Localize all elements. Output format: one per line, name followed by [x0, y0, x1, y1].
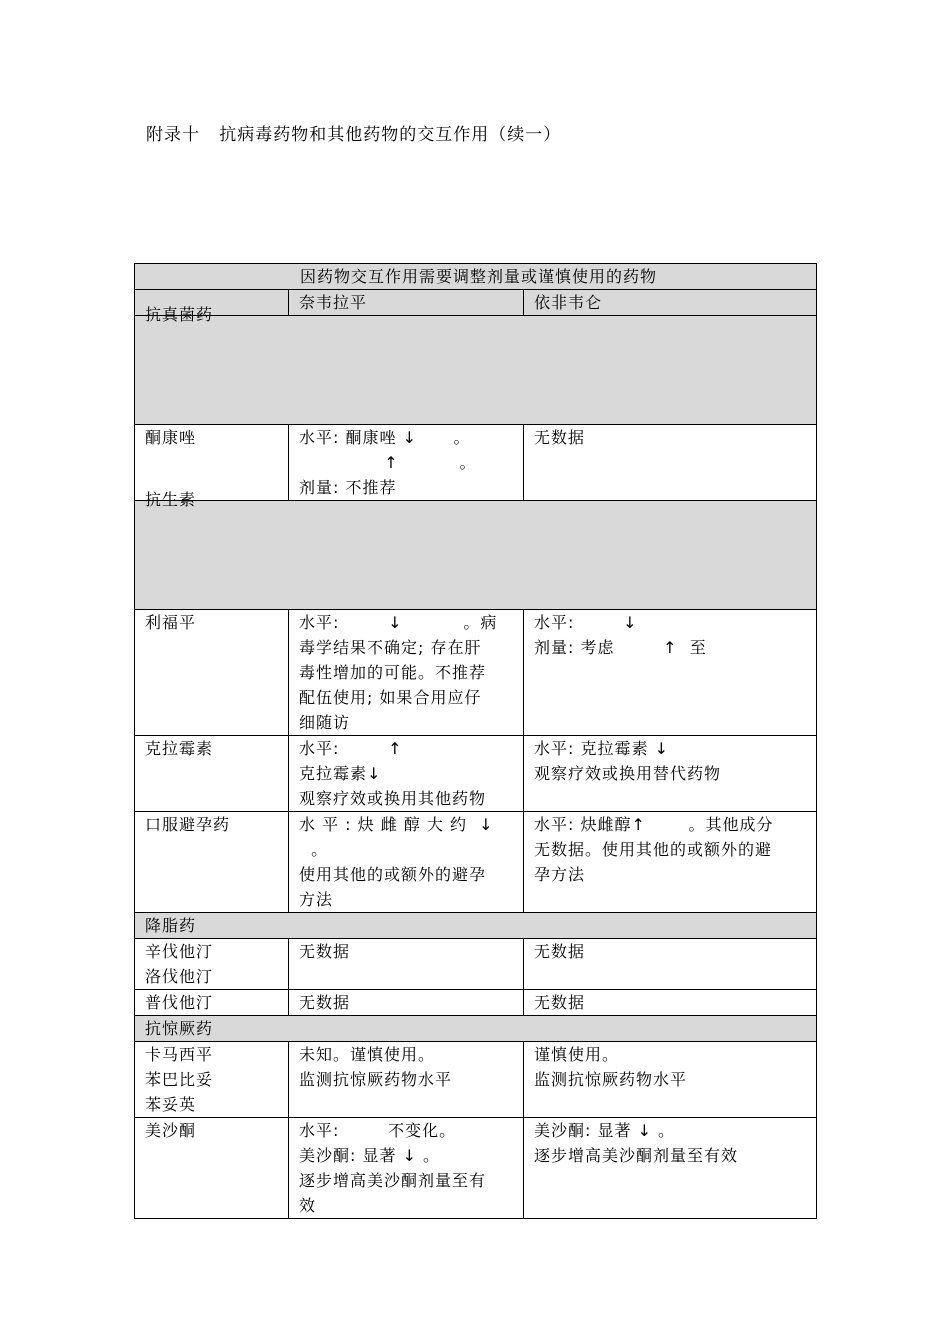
cell-line: ↑ 。	[299, 453, 477, 472]
efavirenz-cell	[524, 939, 817, 990]
table-caption: 因药物交互作用需要调整剂量或谨慎使用的药物	[135, 264, 817, 290]
table-row	[135, 736, 817, 812]
nevirapine-cell	[289, 812, 524, 913]
cell-line: 无数据	[299, 993, 351, 1012]
cell-line: 监测抗惊厥药物水平	[299, 1070, 453, 1089]
section-title: 抗生素	[145, 490, 197, 509]
cell-line: 谨慎使用。	[534, 1045, 620, 1064]
nevirapine-cell	[289, 1042, 524, 1118]
drug-cell	[135, 610, 289, 736]
drug-name: 克拉霉素	[145, 739, 214, 758]
cell-line: 水平: 炔雌醇↑ 。其他成分	[534, 815, 774, 834]
section-title: 抗惊厥药	[135, 1016, 817, 1042]
cell-line: 水平: ↓ 。病	[299, 613, 498, 632]
cell-line: 毒学结果不确定; 存在肝	[299, 638, 482, 657]
drug-name: 利福平	[145, 613, 197, 632]
efavirenz-cell	[524, 610, 817, 736]
cell-line: 逐步增高美沙酮剂量至有	[299, 1171, 487, 1190]
cell-line: 水平: 克拉霉素 ↓	[534, 739, 669, 758]
efavirenz-cell	[524, 425, 817, 501]
drug-cell	[135, 736, 289, 812]
table-caption-row	[135, 264, 817, 290]
table-row	[135, 1042, 817, 1118]
cell-line: 未知。谨慎使用。	[299, 1045, 436, 1064]
cell-line: 配伍使用; 如果合用应仔	[299, 688, 482, 707]
nevirapine-cell	[289, 425, 524, 501]
section-row	[135, 501, 817, 610]
drug-cell	[135, 939, 289, 990]
table-row	[135, 610, 817, 736]
drug-interaction-table	[134, 263, 817, 1219]
efavirenz-cell	[524, 1118, 817, 1219]
cell-line: 无数据。使用其他的或额外的避	[534, 840, 773, 859]
efavirenz-cell	[524, 1042, 817, 1118]
column-header-efavirenz: 依非韦仑	[524, 290, 817, 316]
efavirenz-cell	[524, 990, 817, 1016]
drug-cell	[135, 1118, 289, 1219]
column-header-nevirapine: 奈韦拉平	[289, 290, 524, 316]
cell-line: 逐步增高美沙酮剂量至有效	[534, 1146, 739, 1165]
table-row	[135, 939, 817, 990]
drug-name: 洛伐他汀	[145, 967, 214, 986]
drug-name: 美沙酮	[145, 1121, 197, 1140]
drug-cell	[135, 990, 289, 1016]
cell-line: 剂量: 考虑 ↑ 至	[534, 638, 707, 657]
cell-line: 水 平 : 炔 雌 醇 大 约 ↓	[299, 815, 494, 834]
nevirapine-cell	[289, 990, 524, 1016]
cell-line: 无数据	[534, 993, 586, 1012]
nevirapine-cell	[289, 1118, 524, 1219]
cell-line: 观察疗效或换用其他药物	[299, 789, 487, 808]
nevirapine-cell	[289, 736, 524, 812]
page-title: 附录十 抗病毒药物和其他药物的交互作用（续一）	[146, 125, 562, 145]
section-row	[135, 316, 817, 425]
cell-line: 水平: 不变化。	[299, 1121, 457, 1140]
table-row	[135, 425, 817, 501]
cell-line: 水平: ↓	[534, 613, 638, 632]
cell-line: 效	[299, 1196, 317, 1215]
cell-line: 克拉霉素↓	[299, 764, 382, 783]
cell-line: 孕方法	[534, 865, 586, 884]
drug-name: 普伐他汀	[145, 993, 214, 1012]
table-row	[135, 812, 817, 913]
cell-line: 美沙酮: 显著 ↓ 。	[299, 1146, 441, 1165]
cell-line: 剂量: 不推荐	[299, 478, 397, 497]
cell-line: 水平: ↑	[299, 739, 403, 758]
drug-name: 酮康唑	[145, 428, 197, 447]
efavirenz-cell	[524, 812, 817, 913]
section-row	[135, 1016, 817, 1042]
cell-line: 毒性增加的可能。不推荐	[299, 663, 487, 682]
section-row	[135, 913, 817, 939]
cell-line: 方法	[299, 890, 334, 909]
drug-name: 苯巴比妥	[145, 1070, 214, 1089]
cell-line: 无数据	[534, 428, 586, 447]
section-title: 抗真菌药	[145, 305, 214, 324]
cell-line: 无数据	[299, 942, 351, 961]
cell-line: 美沙酮: 显著 ↓ 。	[534, 1121, 676, 1140]
drug-name: 口服避孕药	[145, 815, 231, 834]
drug-name: 辛伐他汀	[145, 942, 214, 961]
cell-line: 监测抗惊厥药物水平	[534, 1070, 688, 1089]
cell-line: 水平: 酮康唑 ↓ 。	[299, 428, 471, 447]
efavirenz-cell	[524, 736, 817, 812]
drug-name: 卡马西平	[145, 1045, 214, 1064]
nevirapine-cell	[289, 610, 524, 736]
cell-line: 无数据	[534, 942, 586, 961]
nevirapine-cell	[289, 939, 524, 990]
table-row	[135, 1118, 817, 1219]
table-row	[135, 990, 817, 1016]
cell-line: 细随访	[299, 713, 351, 732]
cell-line: 。	[299, 840, 329, 859]
drug-cell	[135, 1042, 289, 1118]
section-title: 降脂药	[135, 913, 817, 939]
drug-cell	[135, 812, 289, 913]
column-header-row	[135, 290, 817, 316]
cell-line: 观察疗效或换用替代药物	[534, 764, 722, 783]
drug-name: 苯妥英	[145, 1095, 197, 1114]
cell-line: 使用其他的或额外的避孕	[299, 865, 487, 884]
